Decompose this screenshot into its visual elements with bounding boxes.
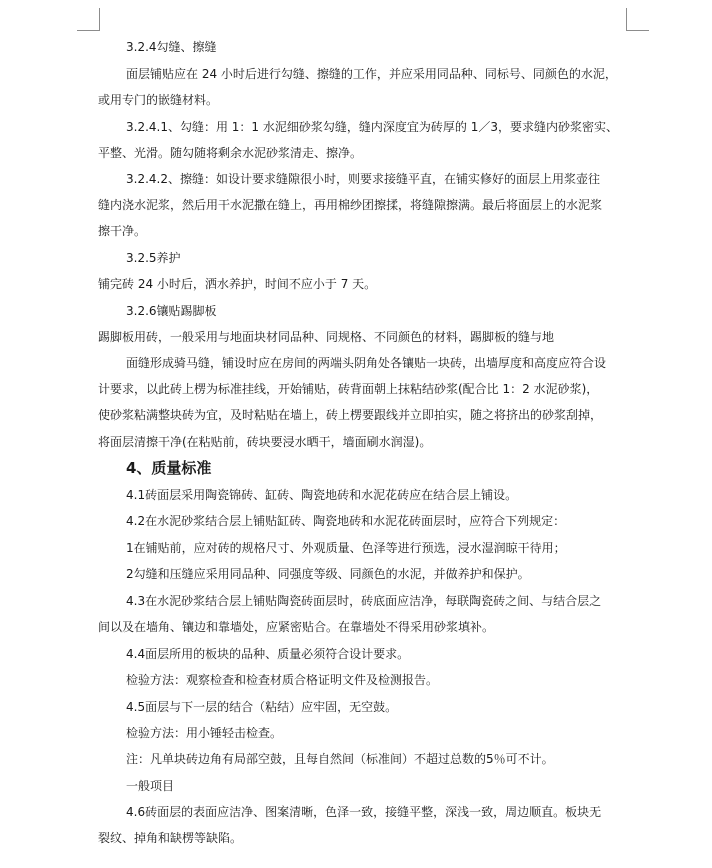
paragraph-line: 检验方法：用小锤轻击检查。	[126, 726, 283, 740]
paragraph-line: 缝内浇水泥浆，然后用干水泥撒在缝上，再用棉纱团擦揉，将缝隙擦满。最后将面层上的水泥浆	[98, 198, 603, 212]
page-corner-mark-top-right	[626, 8, 649, 31]
paragraph-line: 将面层清擦干净(在粘贴前，砖块要浸水晒干，墙面刷水润湿)。	[98, 435, 432, 449]
paragraph-line: 2勾缝和压缝应采用同品种、同强度等级、同颜色的水泥，并做养护和保护。	[126, 567, 530, 581]
paragraph-line: 4.3在水泥砂浆结合层上铺贴陶瓷砖面层时，砖底面应洁净，每联陶瓷砖之间、与结合层之	[126, 594, 602, 608]
paragraph-line: 4.2在水泥砂浆结合层上铺贴缸砖、陶瓷地砖和水泥花砖面层时，应符合下列规定：	[126, 514, 566, 528]
paragraph-line: 4.5面层与下一层的结合（粘结）应牢固，无空鼓。	[126, 700, 398, 714]
section-heading-3-2-4: 3.2.4勾缝、擦缝	[126, 40, 217, 54]
paragraph-line: 4.4面层所用的板块的品种、质量必须符合设计要求。	[126, 647, 410, 661]
paragraph-line: 1在铺贴前，应对砖的规格尺寸、外观质量、色泽等进行预选，浸水湿润晾干待用；	[126, 541, 566, 555]
paragraph-line: 计要求，以此砖上楞为标准挂线，开始铺贴，砖背面朝上抹粘结砂浆(配合比 1：2 水泥砂浆)，	[98, 382, 599, 396]
paragraph-line: 面缝形成骑马缝，铺设时应在房间的两端头阴角处各镶贴一块砖，出墙厚度和高度应符合设	[126, 356, 607, 370]
section-heading-quality-standard: 4、质量标准	[126, 459, 212, 477]
paragraph-line: 3.2.4.1、勾缝：用 1：1 水泥细砂浆勾缝，缝内深度宜为砖厚的 1／3，要求缝内砂浆密实、	[126, 120, 618, 134]
section-heading-3-2-6: 3.2.6镶贴踢脚板	[126, 304, 217, 318]
paragraph-line: 3.2.4.2、擦缝：如设计要求缝隙很小时，则要求接缝平直，在铺实修好的面层上用浆壶往	[126, 172, 600, 186]
paragraph-line: 铺完砖 24 小时后，洒水养护，时间不应小于 7 天。	[98, 277, 377, 291]
paragraph-line: 擦干净。	[98, 224, 147, 238]
paragraph-line: 裂纹、掉角和缺楞等缺陷。	[98, 831, 243, 845]
paragraph-line: 平整、光滑。随勾随将剩余水泥砂浆清走、擦净。	[98, 146, 363, 160]
paragraph-line: 或用专门的嵌缝材料。	[98, 93, 219, 107]
page-corner-mark-top-left	[77, 8, 100, 31]
paragraph-line: 踢脚板用砖，一般采用与地面块材同品种、同规格、不同颜色的材料，踢脚板的缝与地	[98, 330, 555, 344]
section-heading-3-2-5: 3.2.5养护	[126, 251, 181, 265]
paragraph-line: 检验方法：观察检查和检查材质合格证明文件及检测报告。	[126, 673, 439, 687]
paragraph-line: 4.1砖面层采用陶瓷锦砖、缸砖、陶瓷地砖和水泥花砖应在结合层上铺设。	[126, 488, 518, 502]
paragraph-line: 一般项目	[126, 779, 175, 793]
paragraph-line: 间以及在墙角、镶边和靠墙处，应紧密贴合。在靠墙处不得采用砂浆填补。	[98, 620, 495, 634]
paragraph-line: 使砂浆粘满整块砖为宜，及时粘贴在墙上，砖上楞要跟线并立即拍实，随之将挤出的砂浆刮掉，	[98, 408, 603, 422]
paragraph-line: 4.6砖面层的表面应洁净、图案清晰，色泽一致，接缝平整，深浅一致，周边顺直。板块无	[126, 805, 602, 819]
paragraph-line: 面层铺贴应在 24 小时后进行勾缝、擦缝的工作，并应采用同品种、同标号、同颜色的水泥，	[126, 67, 617, 81]
paragraph-line: 注：凡单块砖边角有局部空鼓，且每自然间（标准间）不超过总数的5％可不计。	[126, 752, 554, 766]
